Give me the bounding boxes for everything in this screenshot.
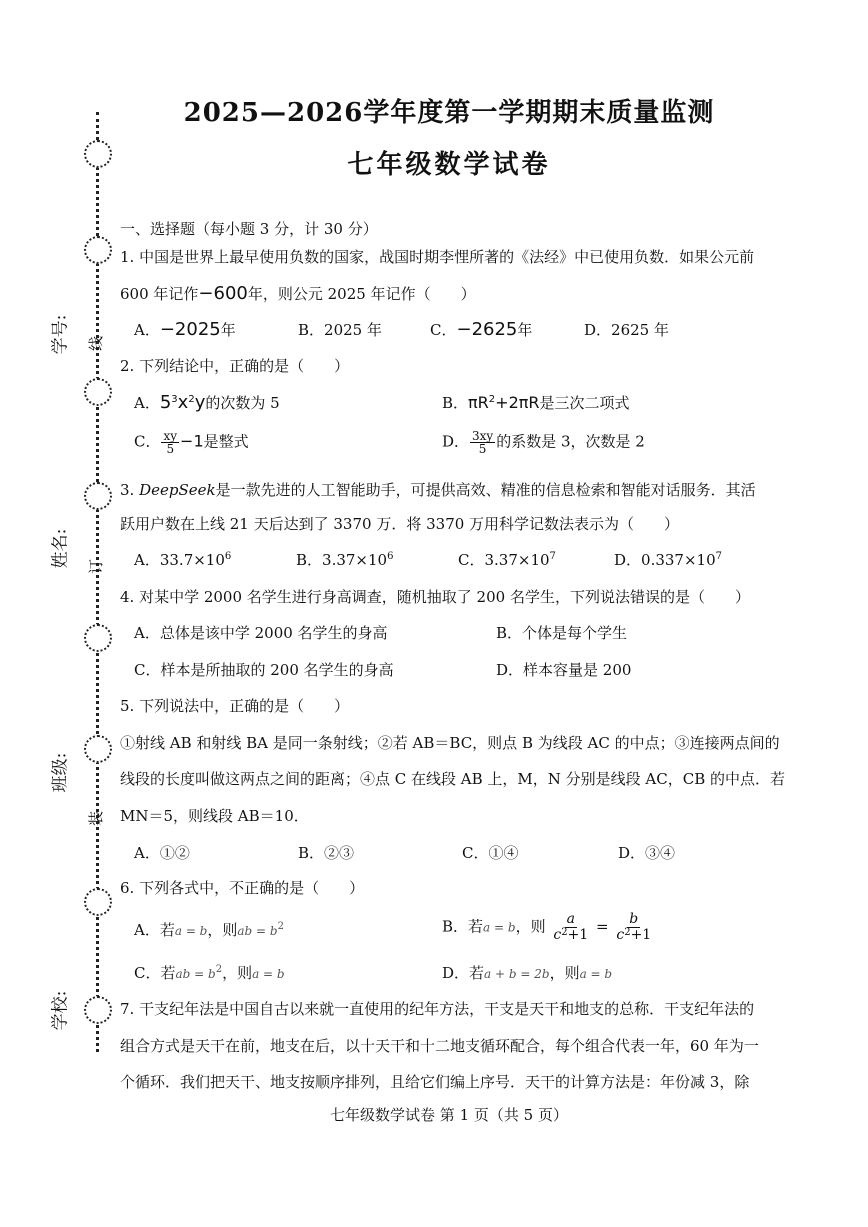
q1-value: −600 bbox=[198, 283, 248, 304]
q2-stem: 2. 下列结论中，正确的是（ ） bbox=[120, 357, 350, 375]
binding-hole bbox=[84, 624, 112, 652]
q5-stem: 5. 下列说法中，正确的是（ ） bbox=[120, 697, 350, 715]
q1-option-a: A．−2025年 bbox=[134, 319, 236, 340]
binding-hole bbox=[84, 735, 112, 763]
binding-hole bbox=[84, 236, 112, 264]
binding-mark-line: 线 bbox=[87, 335, 106, 352]
q5-option-c: C．①④ bbox=[462, 844, 519, 862]
exam-title: 2025—2026学年度第一学期期末质量监测 bbox=[183, 98, 715, 128]
q4-option-b: B．个体是每个学生 bbox=[496, 624, 628, 642]
q6-option-b: B．若a = b，则 $\frac{a}{c^2+1}$ = $\frac{b}{c^2+1}$ bbox=[442, 911, 652, 943]
q2-option-a: A．$5^3x^2y$的次数为 5 bbox=[134, 392, 280, 413]
exam-subtitle: 七年级数学试卷 bbox=[347, 150, 551, 180]
q5-line2: 线段的长度叫做这两点之间的距离；④点 C 在线段 AB 上，M，N 分别是线段 AC，CB 的中点．若 bbox=[120, 770, 786, 788]
q5-option-d: D．③④ bbox=[618, 844, 676, 862]
q4-option-c: C．样本是所抽取的 200 名学生的身高 bbox=[134, 661, 394, 679]
binding-mark-bind: 装 bbox=[87, 810, 106, 827]
q3-option-c: C．$3.37\times 10^7$ bbox=[458, 551, 556, 569]
q3-option-d: D．$0.337\times 10^7$ bbox=[614, 551, 722, 569]
q7-line3: 个循环．我们把天干、地支按顺序排列，且给它们编上序号．天干的计算方法是：年份减 3，除 bbox=[120, 1073, 750, 1091]
binding-hole bbox=[84, 888, 112, 916]
section-heading: 一、选择题（每小题 3 分，计 30 分） bbox=[120, 220, 378, 238]
q7-line2: 组合方式是天干在前，地支在后，以十天干和十二地支循环配合，每个组合代表一年，60 年为一 bbox=[120, 1037, 759, 1055]
q4-option-d: D．样本容量是 200 bbox=[496, 661, 632, 679]
q2-option-b: B．$\pi R^2+2\pi R$是三次二项式 bbox=[442, 393, 630, 412]
class-label: 班级: bbox=[50, 752, 71, 793]
q1-option-b: B．2025 年 bbox=[298, 321, 382, 339]
q2-option-c: C． $\frac{xy}{5}$ −1是整式 bbox=[134, 429, 249, 456]
binding-hole bbox=[84, 378, 112, 406]
q1-line2: 600 年记作−600年，则公元 2025 年记作（ ） bbox=[120, 283, 476, 304]
q1-option-c: C．−2625年 bbox=[430, 319, 533, 340]
q3-line1: 3. DeepSeek是一款先进的人工智能助手，可提供高效、精准的信息检索和智能对话服务．其活 bbox=[120, 481, 756, 499]
q2-option-d: D． $\frac{3xy}{5}$ 的系数是 3，次数是 2 bbox=[442, 429, 645, 456]
binding-mark-staple: 订 bbox=[87, 558, 106, 575]
q5-line3: MN＝5，则线段 AB＝10． bbox=[120, 807, 309, 825]
q6-option-a: A．若a = b，则ab = $b^2$ bbox=[134, 921, 284, 939]
school-label: 学校: bbox=[50, 990, 71, 1031]
name-label: 姓名: bbox=[50, 528, 71, 569]
q7-line1: 7. 干支纪年法是中国自古以来就一直使用的纪年方法，干支是天干和地支的总称．干支纪年法的 bbox=[120, 1000, 755, 1018]
q3-option-a: A．$33.7\times 10^6$ bbox=[134, 551, 232, 569]
binding-hole bbox=[84, 996, 112, 1024]
q1-line1: 1. 中国是世界上最早使用负数的国家，战国时期李悝所著的《法经》中已使用负数．如果公元前 bbox=[120, 248, 755, 266]
q6-stem: 6. 下列各式中，不正确的是（ ） bbox=[120, 879, 365, 897]
q5-option-b: B．②③ bbox=[298, 844, 355, 862]
q1-option-d: D．2625 年 bbox=[584, 321, 669, 339]
student-id-label: 学号: bbox=[50, 314, 71, 355]
q4-option-a: A．总体是该中学 2000 名学生的身高 bbox=[134, 624, 388, 642]
binding-hole bbox=[84, 482, 112, 510]
q4-stem: 4. 对某中学 2000 名学生进行身高调查，随机抽取了 200 名学生，下列说法错误的是（ ） bbox=[120, 588, 750, 606]
q3-option-b: B．$3.37\times 10^6$ bbox=[296, 551, 394, 569]
q6-option-c: C．若ab = $b^2$，则a = b bbox=[134, 964, 285, 982]
q5-option-a: A．①② bbox=[134, 844, 190, 862]
q6-option-d: D．若a + b = 2b，则a = b bbox=[442, 964, 613, 982]
q5-line1: ①射线 AB 和射线 BA 是同一条射线；②若 AB＝BC，则点 B 为线段 AC 的中点；③连接两点间的 bbox=[120, 734, 780, 752]
q3-line2: 跃用户数在上线 21 天后达到了 3370 万．将 3370 万用科学记数法表示为（ ） bbox=[120, 515, 680, 533]
page-footer: 七年级数学试卷 第 1 页（共 5 页） bbox=[330, 1106, 568, 1124]
